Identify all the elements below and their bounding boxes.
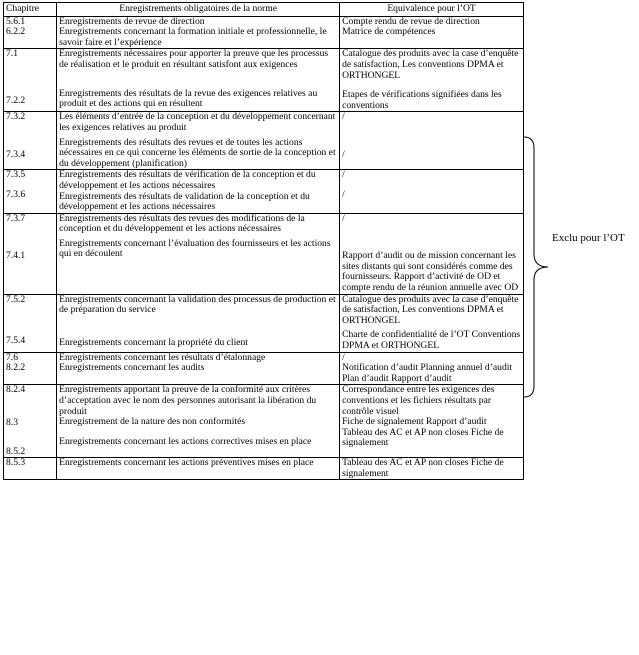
equivalence-cell	[340, 458, 524, 480]
equivalence-text: Etapes de vérifications signifiées dans les conventions	[342, 89, 502, 111]
equivalence-text: Catalogue des produits avec la case d’enquête de satisfaction, Les conventions DPMA et ORTHONGEL	[342, 293, 519, 326]
enregistrement-text: Enregistrements concernant la propriété du client	[59, 336, 248, 348]
exclu-label: Exclu pour l’OT	[552, 232, 625, 244]
chapitre-cell	[4, 352, 57, 385]
equivalence-cell	[340, 112, 524, 170]
chapitre-number: 7.1	[6, 48, 18, 60]
chapitre-cell	[4, 213, 57, 294]
enregistrement-cell	[57, 458, 340, 480]
chapitre-number: 8.2.2	[6, 362, 26, 374]
chapitre-cell	[4, 170, 57, 213]
enregistrement-text: Enregistrements concernant l’évaluation des fournisseurs et les actions qui en découlent	[59, 237, 331, 260]
chapitre-number: 7.3.4	[6, 148, 26, 160]
equivalence-text: /	[342, 351, 345, 363]
equivalence-cell	[340, 213, 524, 294]
enregistrement-text: Enregistrements concernant les actions préventives mises en place	[59, 457, 314, 469]
equivalence-cell	[340, 49, 524, 112]
equivalence-text: Catalogue des produits avec la case d’enquête de satisfaction, Les conventions DPMA et ORTHONGEL	[342, 48, 519, 81]
enregistrement-cell	[57, 385, 340, 458]
header-chapitre: Chapitre	[4, 3, 57, 17]
curly-brace-icon	[522, 136, 552, 398]
header-equivalence: Equivalence pour l’OT	[340, 3, 524, 17]
equivalence-cell	[340, 170, 524, 213]
chapitre-number: 7.5.2	[6, 293, 26, 305]
equivalence-text: Rapport d’audit ou de mission concernant les sites distants qui sont considérés comme des fournisseurs. Rapport d’activité de OD et compte rendu de la réunion annuelle avec OD	[342, 250, 519, 294]
enregistrement-text: Enregistrements concernant la formation initiale et professionnelle, le savoir faire et l’expérience	[59, 26, 327, 48]
enregistrement-text: Enregistrements concernant les audits	[59, 362, 205, 374]
chapitre-cell	[4, 458, 57, 480]
chapitre-number: 7.3.5	[6, 169, 26, 181]
enregistrement-text: Enregistrement de la nature des non conformités	[59, 416, 246, 428]
enregistrement-text: Enregistrements nécessaires pour apporter la preuve que les processus de réalisation et le produit en résultant satisfont aux exigences	[59, 48, 329, 70]
equivalence-cell	[340, 385, 524, 458]
table-row	[4, 213, 524, 294]
header-row	[4, 3, 524, 17]
enregistrement-cell	[57, 112, 340, 170]
equivalence-cell	[340, 294, 524, 352]
enregistrement-text: Enregistrements concernant les actions correctives mises en place	[59, 435, 312, 447]
records-table	[3, 2, 524, 480]
equivalence-text: /	[342, 169, 345, 181]
chapitre-number: 7.2.2	[6, 94, 26, 106]
enregistrement-text: Enregistrements des résultats de vérification de la conception et du développement et les actions nécessaires	[59, 169, 316, 191]
enregistrement-text: Enregistrements concernant la validation des processus de production et de préparation du service	[59, 293, 336, 316]
chapitre-number: 6.2.2	[6, 26, 26, 38]
equivalence-text: Notification d’audit Planning annuel d’audit Plan d’audit Rapport d’audit	[342, 362, 513, 384]
chapitre-cell	[4, 16, 57, 49]
enregistrement-cell	[57, 352, 340, 385]
enregistrement-text: Enregistrements des résultats des revues et de toutes les actions nécessaires en ce qui concerne les éléments de sortie de la conception et du développement (planification)	[59, 136, 336, 169]
equivalence-text: /	[342, 212, 345, 224]
equivalence-text: Compte rendu de revue de direction	[342, 15, 480, 27]
equivalence-text: /	[342, 188, 345, 200]
chapitre-number: 8.2.4	[6, 384, 26, 396]
enregistrement-cell	[57, 294, 340, 352]
equivalence-text: /	[342, 148, 345, 160]
chapitre-number: 7.3.2	[6, 111, 26, 123]
chapitre-number: 7.3.6	[6, 188, 26, 200]
equivalence-text: Charte de confidentialité de l’OT Conventions DPMA et ORTHONGEL	[342, 329, 521, 352]
table-row	[4, 170, 524, 213]
equivalence-text: Fiche de signalement Rapport d’audit	[342, 416, 487, 428]
table-row	[4, 458, 524, 480]
enregistrement-text: Les éléments d’entrée de la conception et du développement concernant les exigences relatives au produit	[59, 111, 336, 133]
enregistrement-text: Enregistrements concernant les résultats d’étalonnage	[59, 351, 266, 363]
equivalence-text: Matrice de compétences	[342, 26, 436, 38]
chapitre-number: 7.5.4	[6, 335, 26, 347]
enregistrement-text: Enregistrements de revue de direction	[59, 15, 205, 27]
enregistrement-cell	[57, 213, 340, 294]
chapitre-cell	[4, 49, 57, 112]
table-row	[4, 49, 524, 112]
equivalence-text: Tableau des AC et AP non closes Fiche de signalement	[342, 426, 504, 449]
chapitre-cell	[4, 294, 57, 352]
table-row	[4, 294, 524, 352]
table-row	[4, 385, 524, 458]
equivalence-text: Tableau des AC et AP non closes Fiche de signalement	[342, 457, 504, 479]
equivalence-text: /	[342, 111, 345, 123]
chapitre-number: 5.6.1	[6, 15, 26, 27]
enregistrement-text: Enregistrements des résultats de la revue des exigences relatives au produit et des actions qui en résultent	[59, 87, 318, 110]
chapitre-number: 8.5.2	[6, 445, 26, 457]
chapitre-number: 8.3	[6, 417, 18, 428]
chapitre-number: 7.4.1	[6, 250, 26, 262]
enregistrement-text: Enregistrements des résultats de validation de la conception et du développement et les actions nécessaires	[59, 190, 310, 213]
chapitre-number: 8.5.3	[6, 457, 26, 469]
enregistrement-cell	[57, 170, 340, 213]
chapitre-cell	[4, 385, 57, 458]
table-row	[4, 16, 524, 49]
table-row	[4, 352, 524, 385]
chapitre-number: 7.6	[6, 351, 18, 363]
chapitre-number: 7.3.7	[6, 212, 26, 224]
chapitre-cell	[4, 112, 57, 170]
enregistrement-text: Enregistrements des résultats des revues des modifications de la conception et du développement et les actions nécessaires	[59, 212, 305, 235]
equivalence-cell	[340, 16, 524, 49]
enregistrement-text: Enregistrements apportant la preuve de la conformité aux critères d’acceptation avec le nom des personnes autorisant la libération du produit	[59, 384, 317, 417]
enregistrement-cell	[57, 49, 340, 112]
equivalence-cell	[340, 352, 524, 385]
equivalence-text: Correspondance entre les exigences des conventions et les fichiers résultats par contrôle visuel	[342, 384, 495, 417]
table-row	[4, 112, 524, 170]
enregistrement-cell	[57, 16, 340, 49]
header-enregistrements: Enregistrements obligatoires de la norme	[57, 3, 340, 17]
